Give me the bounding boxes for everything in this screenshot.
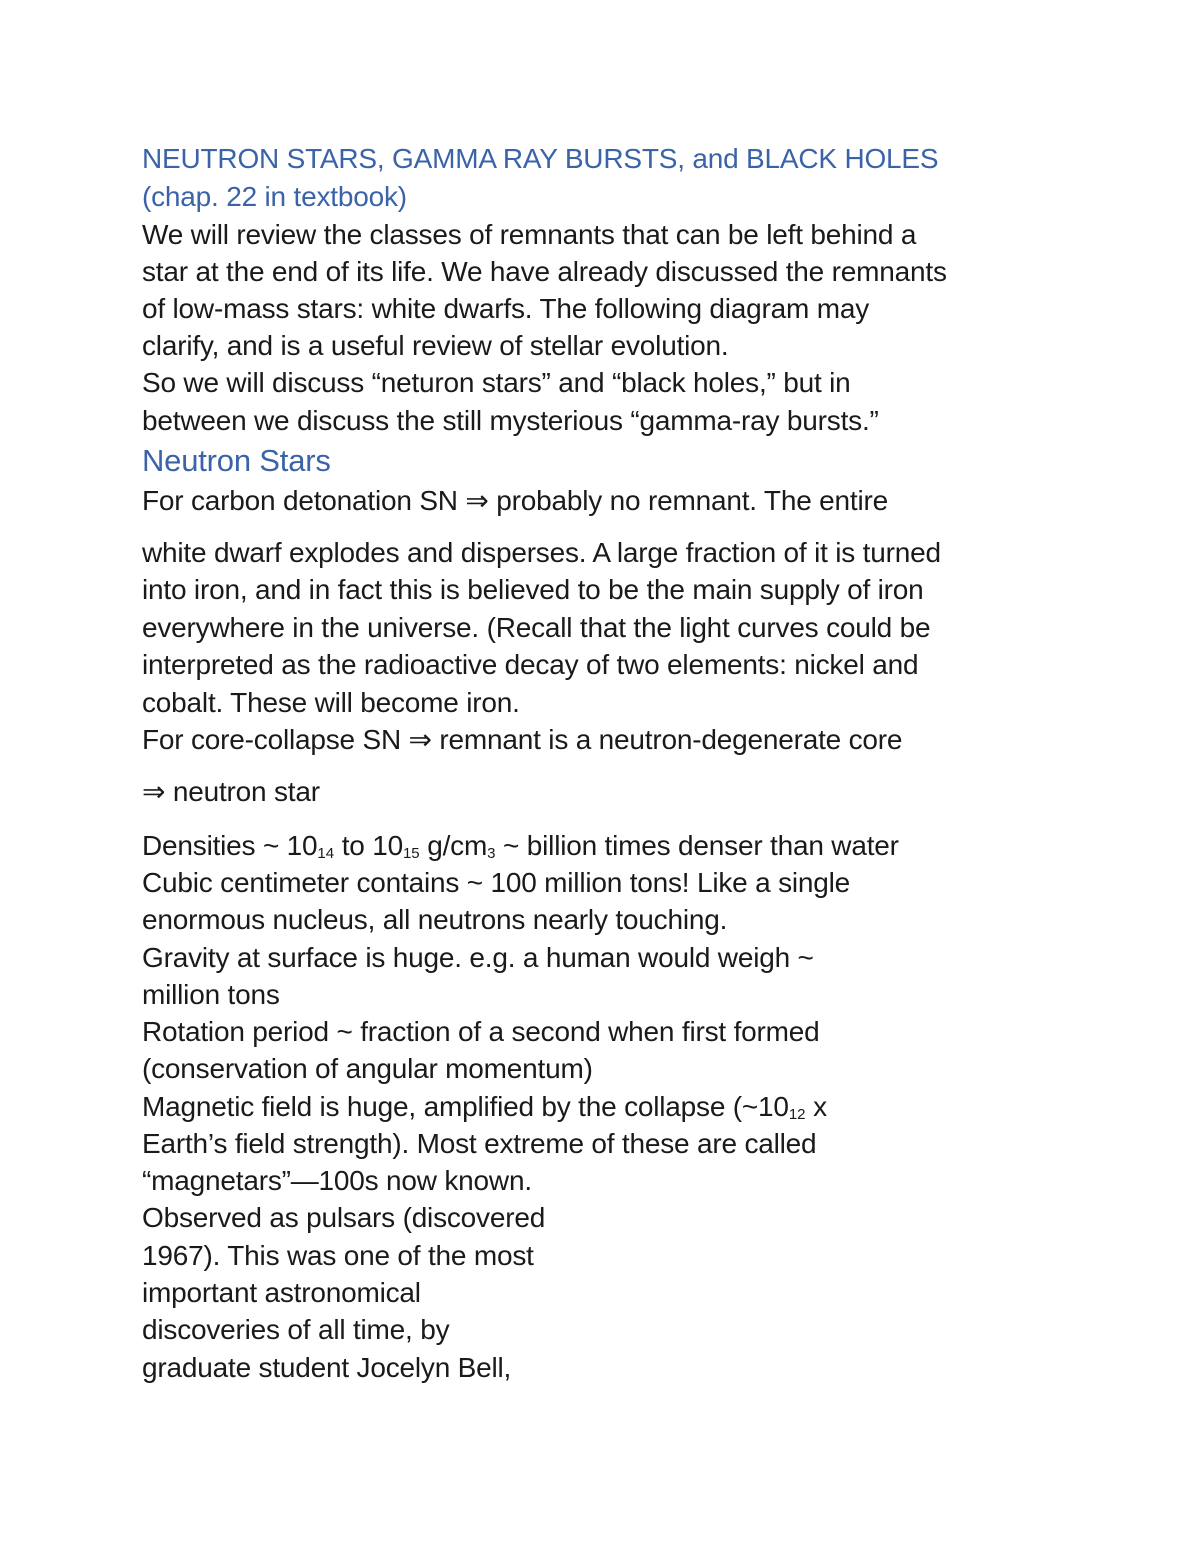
- neutron-star-line: ⇒ neutron star: [142, 776, 320, 807]
- magnetic-text: x: [805, 1091, 827, 1122]
- paragraph-line: white dwarf explodes and disperses. A large fraction of it is turned: [142, 537, 941, 568]
- document-title: NEUTRON STARS, GAMMA RAY BURSTS, and BLACK HOLES: [142, 143, 939, 174]
- magnetic-text: Magnetic field is huge, amplified by the collapse (~10: [142, 1091, 789, 1122]
- intro-line: between we discuss the still mysterious “gamma-ray bursts.”: [142, 405, 879, 436]
- paragraph-line: into iron, and in fact this is believed to be the main supply of iron: [142, 574, 924, 605]
- intro-line: of low-mass stars: white dwarfs. The following diagram may: [142, 293, 870, 324]
- property-line: 1967). This was one of the most: [142, 1240, 534, 1271]
- exponent: 15: [402, 845, 420, 862]
- property-line: Rotation period ~ fraction of a second when first formed: [142, 1016, 820, 1047]
- paragraph-line: For core-collapse SN ⇒ remnant is a neutron-degenerate core: [142, 724, 903, 755]
- paragraph-line: interpreted as the radioactive decay of two elements: nickel and: [142, 649, 919, 680]
- paragraph-line: cobalt. These will become iron.: [142, 687, 520, 718]
- property-line: Earth’s field strength). Most extreme of these are called: [142, 1128, 817, 1159]
- intro-line: We will review the classes of remnants that can be left behind a: [142, 219, 917, 250]
- intro-line: clarify, and is a useful review of stellar evolution.: [142, 330, 729, 361]
- intro-line: star at the end of its life. We have already discussed the remnants: [142, 256, 947, 287]
- property-line: (conservation of angular momentum): [142, 1053, 593, 1084]
- property-line: Observed as pulsars (discovered: [142, 1202, 546, 1233]
- property-line: graduate student Jocelyn Bell,: [142, 1352, 512, 1383]
- property-line: Gravity at surface is huge. e.g. a human would weigh ~: [142, 942, 814, 973]
- densities-text: ~ billion times denser than water: [495, 830, 899, 861]
- paragraph-line: For carbon detonation SN ⇒ probably no remnant. The entire: [142, 485, 888, 516]
- property-line: enormous nucleus, all neutrons nearly touching.: [142, 904, 728, 935]
- exponent: 12: [788, 1106, 806, 1123]
- property-line: million tons: [142, 979, 280, 1010]
- exponent: 3: [487, 845, 496, 862]
- densities-text: g/cm: [419, 830, 488, 861]
- exponent: 14: [317, 845, 335, 862]
- section-heading: Neutron Stars: [142, 443, 331, 478]
- property-line: “magnetars”—100s now known.: [142, 1165, 532, 1196]
- property-line: discoveries of all time, by: [142, 1314, 450, 1345]
- property-line: Cubic centimeter contains ~ 100 million tons! Like a single: [142, 867, 851, 898]
- intro-line: So we will discuss “neturon stars” and “black holes,” but in: [142, 367, 851, 398]
- densities-text: to 10: [334, 830, 403, 861]
- densities-text: Densities ~ 10: [142, 830, 318, 861]
- document-subtitle: (chap. 22 in textbook): [142, 181, 407, 212]
- property-line: important astronomical: [142, 1277, 421, 1308]
- paragraph-line: everywhere in the universe. (Recall that the light curves could be: [142, 612, 931, 643]
